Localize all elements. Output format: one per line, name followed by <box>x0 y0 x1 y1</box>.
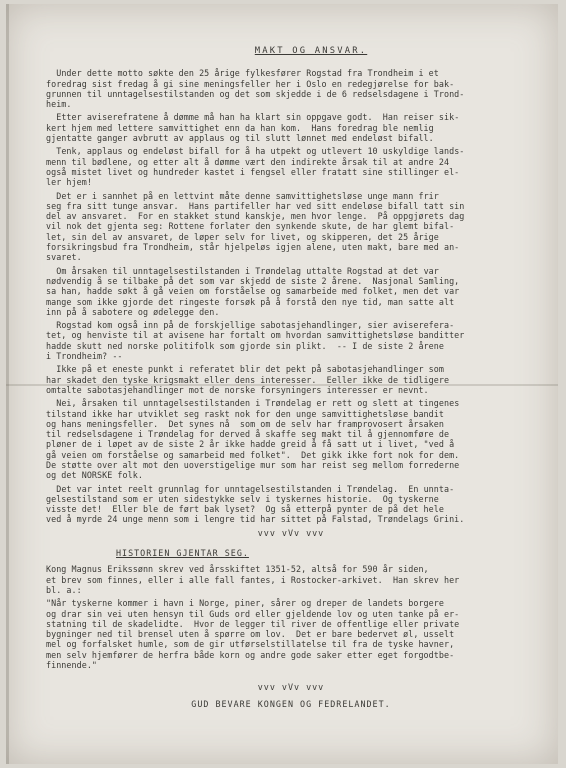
paragraph: Ikke på et eneste punkt i referatet blir det pekt på sabotasjehandlinger som har skadet den tyske krigsmakt eller dens interesser. Eeller ikke de tidligere omtalte sabotasjehandlinger mot de norske forsyningers interesser er nevnt. <box>46 364 450 395</box>
paragraph: Det er i sannhet på en lettvint måte denne samvittighetsløse unge mann frir seg fra sitt tunge ansvar. Hans partifeller har ved sitt endeløse bifall tatt sin del av ansvaret. For en stakket stund kanskje, men hvor lenge. På oppgjørets dag vil nok det gjenta seg: Rottene forlater den synkende skute, de har glemt bifal- let, sin del av ansvaret, de løper selv for livet, og skipperen, det 25 årige forsikringsbud fra Trondheim, står hjelpeløs igjen alene, uten makt, bare med an- svaret. <box>46 190 465 263</box>
paragraph: Etter aviserefratene å dømme må han ha klart sin oppgave godt. Han reiser sik- kert hjem med lettere samvittighet enn da han kom. Hans foredrag ble nemlig gjentatte ganger avbrutt av applaus og til slutt lønnet med endeløst bifall. <box>46 112 460 144</box>
document-sheet <box>6 4 558 764</box>
paragraph: Rogstad kom også inn på de forskjellige sabotasjehandlinger, sier aviserefera- tet, og henviste til at avisene har fortalt om hvordan samvittighetsløse banditter hadde skutt ned norske politifolk som gjorde sin plikt. -- I de siste 2 årene i Trondheim? -- <box>46 320 465 362</box>
history-paragraph: Kong Magnus Erikssønn skrev ved årsskiftet 1351-52, altså for 590 år siden, et brev som finnes, eller i alle fall fantes, i Rostocker-arkivet. Han skrev her bl. a.: <box>46 564 460 595</box>
paragraph: Det var intet reelt grunnlag for unntagelsestilstanden i Trøndelag. En unnta- gelsestilstand som er uten sidestykke selv i tyskernes historie. Og tyskerne visste det! Eller ble de ført bak lyset? Og så etterpå pynter de på det hele ved å myrde 24 unge menn som i lengre tid har sittet på Falstad, Trøndelags Grini. <box>46 483 465 525</box>
section-separator: vvv vVv vvv <box>257 682 325 693</box>
section-separator: vvv vVv vvv <box>257 527 325 538</box>
section-title: HISTORIEN GJENTAR SEG. <box>116 548 249 559</box>
document-body <box>46 46 536 709</box>
closing-line: GUD BEVARE KONGEN OG FEDRELANDET. <box>191 698 391 709</box>
paragraph: Tenk, applaus og endeløst bifall for å ha utpekt og utlevert 10 uskyldige lands- menn til bødlene, og etter alt å dømme vært den indirekte årsak til at andre 24 også mistet livet og hundreder kastet i fengsel eller fratatt sine stillinger el- ler hjem! <box>46 146 465 188</box>
paragraph: Nei, årsaken til unntagelsestilstanden i Trøndelag er rett og slett at tingenes tilstand ikke har utviklet seg raskt nok for den unge samvittighetsløse bandit og hans meningsfeller. Det synes nå som om de selv har framprovosert årsaken til redselsdagene i Trøndelag for derved å skaffe seg makt til å gjennomføre de pløner de i løpet av de siste 2 år ikke hadde greid å få satt ut i livet, "ved å gå veien om forståelse og samarbeid med folket". Det gikk ikke fort nok for dem. De støtte over alt mot den uoverstigelige mur som har reist seg mellom forrederne og det NORSKE folk. <box>46 398 460 481</box>
paragraph: Om årsaken til unntagelsestilstanden i Trøndelag uttalte Rogstad at det var nødvendig å se tilbake på det som var skjedd de siste 2 årene. Nasjonal Samling, sa han, hadde søkt å gå veien om forståelse og samarbeide med folket, men det var mange som ikke gjorde det ringeste forsøk på å forstå den nye tid, man satte alt inn på å sabotere og ødelegge den. <box>46 265 460 317</box>
history-quote: "Når tyskerne kommer i havn i Norge, piner, sårer og dreper de landets borgere og drar sin vei uten hensyn til Guds ord eller gjeldende lov og uten tanke på er- statning til de skadelidte. Hvor de legger til river de offentlige eller private bygninger ned til brensel uten å spørre om lov. Det er bare bedervet øl, usselt mel og forfalsket humle, som de gir utførselstillatelse til fra de tyske havner, men selv hjemfører de herfra både korn og andre gode saker etter eget forgodtbe- finnende." <box>46 598 460 671</box>
document-title: MAKT OG ANSVAR. <box>254 46 368 56</box>
paragraph: Under dette motto søkte den 25 årige fylkesfører Rogstad fra Trondheim i et foredrag sist fredag å gi sine meningsfeller her i Oslo en redegjørelse for bak- grunnen til unntagelsestilstanden og det som skjedde i de 6 redselsdagene i Trond- heim. <box>46 68 465 110</box>
